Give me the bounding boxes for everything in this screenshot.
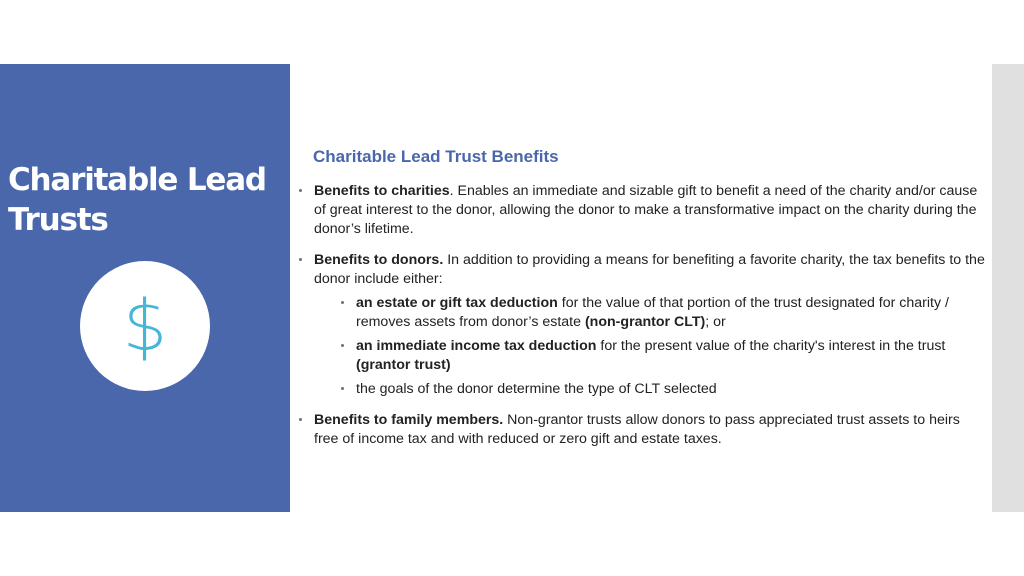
slide-title: Charitable Lead Trusts	[8, 162, 266, 238]
right-gray-bar	[992, 64, 1024, 512]
benefits-heading: Charitable Lead Trust Benefits	[313, 147, 559, 166]
title-panel	[0, 64, 290, 512]
sub-bullet-donor-goals	[314, 380, 988, 399]
bullet-family-members	[296, 411, 988, 449]
sub-bullet-income-tax	[314, 337, 988, 375]
dollar-icon-circle	[80, 261, 210, 391]
trust-type-label: (non-grantor CLT)	[584, 314, 706, 330]
bullet-text: . Enables an immediate and sizable gift to benefit a need of the charity and/or cause of great interest to the donor, allowing the donor to make a transformative impact on the charity during the donor’s lifetime.	[314, 183, 978, 237]
sub-bullet-text: the goals of the donor determine the type of CLT selected	[356, 381, 717, 397]
dollar-sign-icon: $	[122, 285, 168, 367]
sub-bullet-title: an estate or gift tax deduction	[356, 295, 558, 311]
bullet-title: Benefits to charities	[314, 183, 450, 199]
sub-bullet-estate-gift	[314, 294, 988, 332]
donor-benefits-list	[314, 294, 988, 399]
sub-bullet-title: an immediate income tax deduction	[356, 338, 597, 354]
sub-bullet-tail: ; or	[705, 314, 726, 330]
bullet-charities	[296, 182, 988, 239]
bullet-title: Benefits to donors.	[314, 252, 444, 268]
sub-bullet-text: for the value of that portion of the trust designated for charity / removes assets from donor’s estate	[356, 295, 949, 330]
bullet-donors	[296, 251, 988, 399]
bullet-text: In addition to providing a means for benefiting a favorite charity, the tax benefits to the donor include either:	[314, 252, 985, 287]
benefits-content	[296, 144, 988, 461]
bullet-title: Benefits to family members.	[314, 412, 504, 428]
sub-bullet-text: for the present value of the charity's interest in the trust	[596, 338, 946, 354]
bullet-text: Non-grantor trusts allow donors to pass appreciated trust assets to heirs free of income tax and with reduced or zero gift and estate taxes.	[314, 412, 960, 447]
trust-type-label: (grantor trust)	[356, 357, 451, 373]
